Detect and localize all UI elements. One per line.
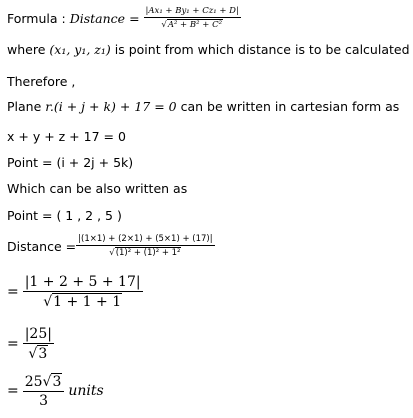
- sum-fraction: [23, 274, 143, 310]
- which-line: [7, 181, 187, 196]
- distance-root: [109, 247, 181, 258]
- where-desc: is point from which distance is to be calculated: [114, 42, 410, 57]
- where-line: [7, 42, 410, 57]
- formula-denominator: [159, 18, 225, 30]
- sqrt-icon: √: [42, 374, 52, 390]
- step-sum-line: [7, 274, 143, 310]
- plane-text: Plane: [7, 99, 42, 114]
- final-radicand: 3: [52, 374, 62, 390]
- abs25-denominator: [26, 344, 50, 362]
- abs25-fraction: [23, 326, 54, 362]
- plane-vector-expr: r.(i + j + k) + 17 = 0: [45, 99, 177, 114]
- root3-radicand: 3: [38, 346, 48, 362]
- cartesian-eq: x + y + z + 17 = 0: [7, 129, 126, 144]
- plane-desc: can be written in cartesian form as: [180, 99, 400, 114]
- point-coord: Point = ( 1 , 2 , 5 ): [7, 208, 122, 223]
- equals-sign: =: [7, 383, 19, 399]
- equals-sign: =: [7, 336, 19, 352]
- point-tuple: (x₁, y₁, z₁): [49, 42, 111, 57]
- sum-radicand: 1 + 1 + 1: [53, 294, 122, 310]
- final-denominator: 3: [39, 393, 49, 409]
- sum-denominator: [41, 292, 124, 310]
- formula-numerator: |Ax₁ + By₁ + Cz₁ + D|: [145, 6, 239, 16]
- formula-root: [161, 19, 223, 30]
- sqrt-icon: √: [28, 346, 38, 362]
- equals-sign: =: [65, 238, 77, 254]
- distance-fraction: [76, 234, 214, 258]
- sqrt-icon: √: [43, 294, 53, 310]
- point-vector: Point = (i + 2j + 5k): [7, 155, 134, 170]
- final-coefficient: 25: [24, 374, 43, 390]
- distance-formula-fraction: [144, 6, 241, 30]
- therefore-line: [7, 74, 75, 89]
- formula-radicand: A² + B² + C²: [167, 20, 222, 30]
- final-line: [7, 373, 104, 409]
- distance-symbol: Distance: [69, 10, 126, 26]
- therefore-text: Therefore ,: [7, 74, 76, 89]
- root3: [28, 345, 48, 362]
- distance-line: [7, 234, 215, 258]
- sqrt-icon: √: [161, 20, 167, 30]
- units-label: units: [68, 383, 104, 399]
- plane-line: [7, 99, 399, 114]
- step-25-line: [7, 326, 54, 362]
- point-vector-line: [7, 155, 133, 170]
- distance-numerator: |(1×1) + (2×1) + (5×1) + (17)|: [78, 234, 213, 244]
- distance-radicand: (1)² + (1)² + 1²: [115, 248, 181, 258]
- abs25-numerator: |25|: [24, 326, 52, 342]
- where-text: where: [7, 42, 46, 57]
- final-numerator: [23, 373, 65, 392]
- sum-root: [43, 293, 122, 310]
- final-root: [43, 373, 63, 390]
- equals-sign: =: [129, 10, 140, 26]
- final-fraction: [23, 373, 65, 409]
- sum-numerator: |1 + 2 + 5 + 17|: [24, 274, 141, 290]
- sqrt-icon: √: [109, 248, 115, 258]
- point-coord-line: [7, 208, 122, 223]
- which-text: Which can be also written as: [7, 181, 188, 196]
- distance-denominator: [107, 246, 183, 258]
- formula-label: Formula :: [7, 10, 66, 26]
- distance-label: Distance: [7, 238, 62, 254]
- equals-sign: =: [7, 284, 19, 300]
- cartesian-line: [7, 129, 126, 144]
- formula-line: [7, 6, 241, 30]
